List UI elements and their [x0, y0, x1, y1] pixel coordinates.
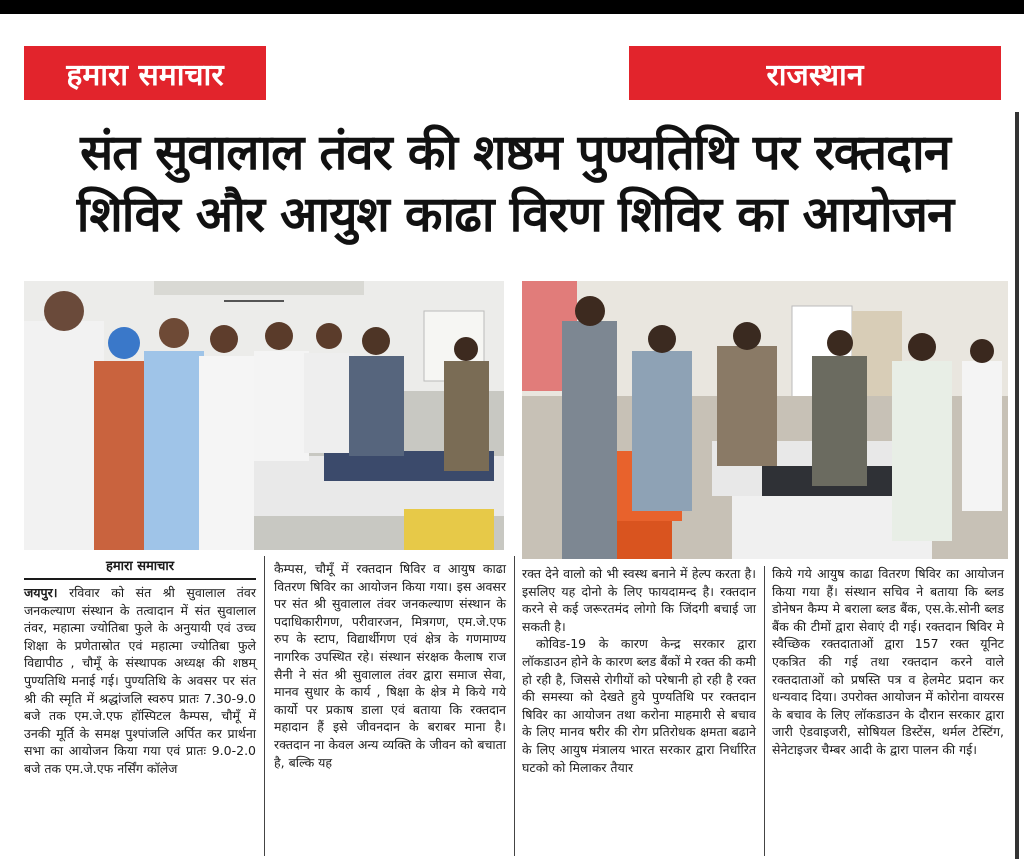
article-column-3: [522, 565, 756, 776]
article-column-2: [274, 560, 506, 771]
article-text: रविवार को संत श्री सुवालाल तंवर जनकल्याण संस्थान के तत्वादान में संत सुवालाल तंवर, महात्मा ज्योतिबा फुले के अनुयायी एवं उच्च शिक्षा के प्रणेतास्रोत एवं महात्मा ज्योतिबा फुले विद्यापीठ , चौमूँ के संस्थापक अध्यक्ष की शष्ठम् पुण्यतिथि मनाई गई। पुण्यतिथि के अवसर पर संत श्री की स्मृति में श्रद्धांजलि स्वरुप प्रातः 7.30-9.0 बजे तक एम.जे.एफ हॉस्पिटल कैम्पस, चौमूँ में उनकी मूर्ति के समक्ष पुश्पांजलि अर्पित कर प्रार्थना सभा का आयोजन किया गया एवं प्रातः 9.0-2.0 बजे तक एम.जे.एफ नर्सिंग कॉलेज: [24, 585, 256, 776]
article-text: कैम्पस, चौमूँ में रक्तदान षिविर व आयुष काढा वितरण षिविर का आयोजन किया गया। इस अवसर पर संत श्री सुवालाल तंवर जनकल्याण संस्थान के पदाधिकारीगण, परीवारजन, मित्रगण, एम.जे.एफ रुप के स्टाप, विद्यार्थीगण एवं क्षेत्र के गणमाण्य नागरिक उपस्थित रहे। संस्थान संरक्षक कैलाष राज सैनी ने संत श्री सुवालाल तंवर द्वारा समाज सेवा, मानव सुधार के कार्य , षिक्षा के क्षेत्र मे किये गये कार्यो पर प्रकाष डाला एवं बताया कि रक्तदान महादान हैं इसे जीवनदान के बराबर माना है। रक्तदान ना केवल अन्य व्यक्ति के जीवन को बचाता है, बल्कि यह: [274, 561, 506, 770]
adjacent-page-edge: [1015, 112, 1019, 859]
article-text: रक्त देने वालो को भी स्वस्थ बनाने में हेल्प करता है। इसलिए यह दोनो के लिए फायदामन्द है। रक्तदान करने से कई जरूरतमंद लोगो कि जिंदगी बचाई जा सकती है।: [522, 566, 756, 634]
photo-caption: हमारा समाचार: [24, 556, 256, 580]
article-column-1: [24, 584, 256, 778]
photo-left: [24, 281, 504, 550]
headline-line-2: शिविर और आयुश काढा विरण शिविर का आयोजन: [76, 186, 954, 243]
top-border: [0, 0, 1024, 14]
column-divider: [764, 566, 765, 856]
section-banner-left: हमारा समाचार: [24, 46, 266, 100]
article-text: कोविड-19 के कारण केन्द्र सरकार द्वारा लॉकडाउन होने के कारण ब्लड बैंकों मे रक्त की कमी हो रही है, जिससे रोगीयों को परेषानी हो रही है रक्त की समस्या को देखते हुये पुण्यतिथि पर रक्तदान षिविर का आयोजन तथा करोना माहमारी से बचाव के लिए मानव षरीर की रोग प्रतिरोधक क्षमता बढाने के लिए आयुष मंत्रालय भारत सरकार द्वारा निर्धारित घटको को मिलाकर तैयार: [522, 636, 756, 775]
photo-right: [522, 281, 1008, 559]
headline: [22, 122, 1008, 246]
headline-line-1: संत सुवालाल तंवर की शष्ठम पुण्यतिथि पर रक्तदान: [80, 124, 950, 181]
column-divider: [264, 556, 265, 856]
article-column-4: [772, 565, 1004, 759]
dateline: जयपुर।: [24, 585, 58, 600]
column-divider: [514, 556, 515, 856]
section-banner-right: राजस्थान: [629, 46, 1001, 100]
article-text: किये गये आयुष काढा वितरण षिविर का आयोजन किया गया हैं। संस्थान सचिव ने बताया कि ब्लड डोनेषन कैम्प मे बराला ब्लड बैंक, एस.के.सोनी ब्लड बैंक की टीमों द्वारा सेवाएं दी गई। रक्तदान षिविर मे स्वैच्छिक रक्तदाताओं द्वारा 157 रक्त यूनिट एकत्रित की गई तथा रक्तदान करने वाले रक्तदाताओं को प्रषस्ति पत्र व हेलमेट प्रदान कर धन्यवाद दिया। उपरोक्त आयोजन में कोरोना वायरस के बचाव के लिए लॉकडाउन के दौरान सरकार द्वारा जारी ऐडवाइजरी, सोषियल डिस्टेंस, थर्मल टेस्टिंग, सेनेटाइजर चैम्बर आदी के द्वारा पालन की गई।: [772, 566, 1004, 757]
